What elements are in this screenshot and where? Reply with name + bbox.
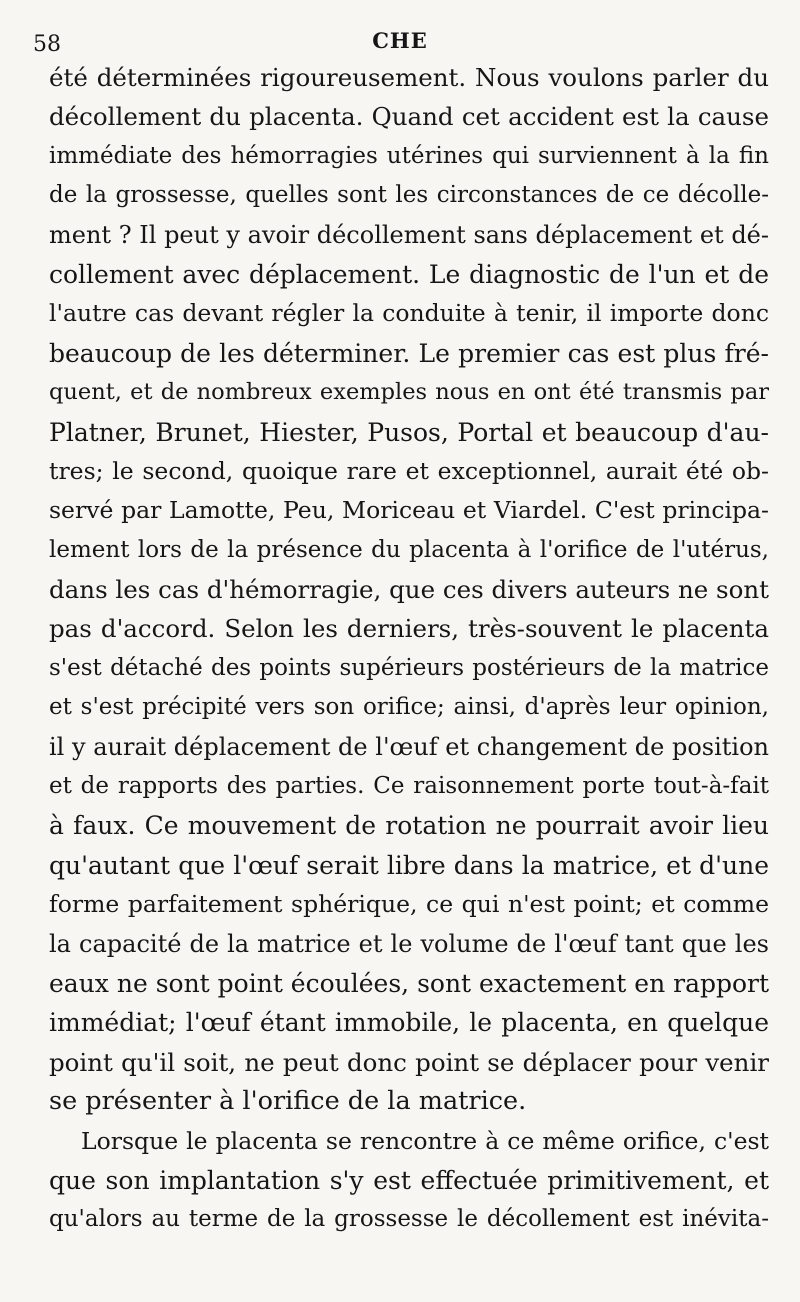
- text-line: tres; le second, quoique rare et exceptionnel, aurait été ob-: [49, 456, 769, 485]
- text-line: que son implantation s'y est effectuée primitivement, et: [49, 1165, 769, 1195]
- text-line: décollement du placenta. Quand cet accident est la cause: [49, 102, 769, 132]
- text-line: quent, et de nombreux exemples nous en ont été transmis par: [49, 379, 769, 406]
- paragraph-first-line: Lorsque le placenta se rencontre à ce même orifice, c'est: [81, 1126, 769, 1155]
- text-line: point qu'il soit, ne peut donc point se déplacer pour venir: [49, 1047, 769, 1077]
- text-line: la capacité de la matrice et le volume de l'œuf tant que les: [49, 929, 769, 958]
- text-line: pas d'accord. Selon les derniers, très-souvent le placenta: [49, 614, 769, 644]
- text-line: lement lors de la présence du placenta à l'orifice de l'utérus,: [49, 536, 769, 563]
- text-line: beaucoup de les déterminer. Le premier cas est plus fré-: [49, 338, 769, 368]
- text-line: qu'alors au terme de la grossesse le décollement est inévita-: [49, 1206, 769, 1233]
- text-line: et de rapports des parties. Ce raisonnement porte tout-à-fait: [49, 773, 769, 800]
- text-line: il y aurait déplacement de l'œuf et changement de position: [49, 732, 769, 761]
- text-line: et s'est précipité vers son orifice; ainsi, d'après leur opinion,: [49, 694, 769, 721]
- text-line: collement avec déplacement. Le diagnostic de l'un et de: [49, 259, 769, 289]
- page-number: 58: [33, 32, 61, 57]
- paragraph-end-line: se présenter à l'orifice de la matrice.: [49, 1086, 527, 1117]
- text-line: immédiate des hémorragies utérines qui surviennent à la fin: [49, 142, 769, 169]
- text-line: servé par Lamotte, Peu, Moriceau et Viardel. C'est principa-: [49, 496, 769, 525]
- text-line: de la grossesse, quelles sont les circonstances de ce décolle-: [49, 182, 769, 209]
- text-line: s'est détaché des points supérieurs postérieurs de la matrice: [49, 654, 769, 681]
- text-line: forme parfaitement sphérique, ce qui n'est point; et comme: [49, 890, 769, 919]
- text-line: qu'autant que l'œuf serait libre dans la matrice, et d'une: [49, 850, 769, 880]
- text-line: à faux. Ce mouvement de rotation ne pourrait avoir lieu: [49, 811, 769, 841]
- body-text: [49, 58, 769, 1240]
- text-line: dans les cas d'hémorragie, que ces divers auteurs ne sont: [49, 575, 769, 605]
- text-line: eaux ne sont point écoulées, sont exactement en rapport: [49, 968, 770, 998]
- text-line: immédiat; l'œuf étant immobile, le placenta, en quelque: [49, 1008, 769, 1038]
- text-line: Platner, Brunet, Hiester, Pusos, Portal et beaucoup d'au-: [49, 417, 769, 447]
- text-line: l'autre cas devant régler la conduite à tenir, il importe donc: [49, 299, 769, 328]
- running-head: CHE: [372, 28, 428, 53]
- text-line: ment ? Il peut y avoir décollement sans déplacement et dé-: [49, 220, 769, 249]
- text-line: été déterminées rigoureusement. Nous voulons parler du: [49, 63, 769, 92]
